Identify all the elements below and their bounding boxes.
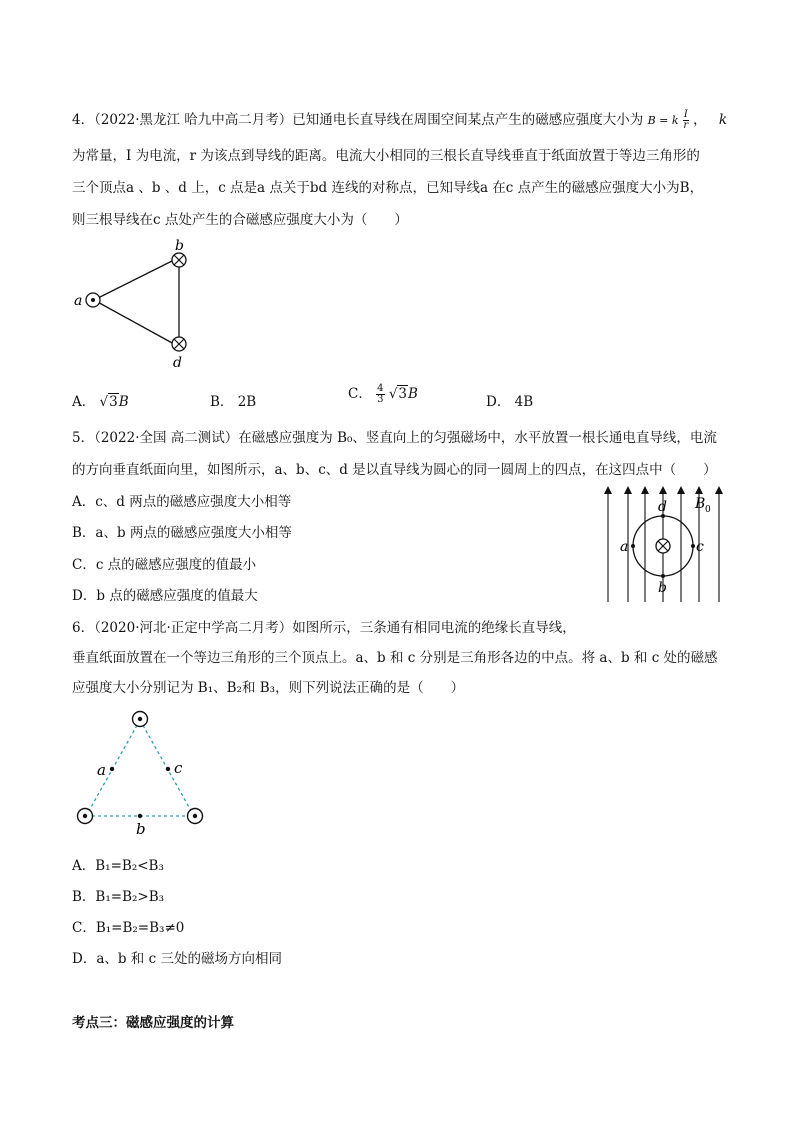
q4-label-d: d: [173, 355, 182, 371]
q4-option-c-letter: C．: [348, 386, 372, 402]
q4-wire-d-in-icon: [172, 337, 186, 351]
q6-wire-right-out-icon: [188, 809, 203, 824]
q4-k: k: [718, 112, 728, 128]
q5-option-a[interactable]: A．c、d 两点的磁感应强度大小相等: [72, 494, 292, 510]
q4-option-b[interactable]: [210, 390, 256, 410]
q5-line2: 的方向垂直纸面向里，如图所示，a、b、c、d 是以直导线为圆心的同一圆周上的四点，在这四点中（ ）: [72, 462, 717, 478]
q4-option-c-sqrt: √3: [388, 386, 408, 402]
section-title: 考点三：磁感应强度的计算: [72, 1015, 234, 1031]
q4-option-c-frac: [376, 384, 384, 405]
q4-option-b-letter: B．: [210, 394, 234, 410]
q4-edge-ad: [94, 300, 174, 344]
q4-option-a-letter: A．: [72, 394, 96, 410]
q5-option-d[interactable]: D．b 点的磁感应强度的值最大: [72, 588, 258, 604]
q4-wire-a-out-icon: [86, 293, 100, 307]
q4-option-c-frac-num: 4: [377, 383, 384, 394]
q5-line1: 5．（2022·全国 高二测试）在磁感应强度为 B₀、竖直向上的匀强磁场中，水平放置一根长通电直导线，电流: [72, 430, 717, 446]
q6-label-a: a: [97, 761, 106, 779]
q5-wire-in-icon: [656, 539, 670, 553]
q6-line3: 应强度大小分别记为 B₁、B₂和 B₃，则下列说法正确的是（ ）: [72, 680, 465, 696]
q6-figure: [70, 705, 210, 840]
q6-wire-left-out-icon: [78, 809, 93, 824]
q5-label-d: d: [658, 499, 667, 515]
q5-point-b: [661, 574, 665, 578]
q4-option-d-letter: D．: [486, 394, 511, 410]
q6-point-b: [138, 814, 142, 818]
q6-point-a: [110, 767, 114, 771]
q4-formula-lhs: B = k: [647, 114, 679, 127]
q6-option-c[interactable]: C．B₁=B₂=B₃≠0: [72, 920, 185, 936]
q6-point-c: [166, 767, 170, 771]
q5-arrowheads: [604, 486, 723, 494]
q4-formula-fraction: [683, 110, 689, 131]
q6-wire-top-out-icon: [133, 712, 148, 727]
q4-option-b-text: 2B: [237, 394, 257, 410]
q5-figure: [598, 484, 728, 606]
q5-option-b[interactable]: B．a、b 两点的磁感应强度大小相等: [72, 525, 292, 541]
q4-wire-b-in-icon: [172, 253, 186, 267]
q6-option-a[interactable]: A．B₁=B₂<B₃: [72, 858, 164, 874]
q5-label-B: B: [695, 496, 706, 512]
q4-option-c[interactable]: [348, 382, 418, 405]
q4-formula-den: r: [683, 120, 689, 131]
q4-line1: [72, 108, 727, 131]
q5-label-B-sub: 0: [705, 505, 711, 515]
q4-option-c-frac-den: 3: [377, 394, 384, 405]
q4-option-a-post: B: [118, 394, 129, 410]
q4-edge-ab: [94, 260, 174, 300]
q4-option-d[interactable]: [486, 390, 533, 410]
q5-point-c: [691, 544, 695, 548]
q5-point-a: [631, 544, 635, 548]
q4-option-d-text: 4B: [514, 394, 534, 410]
q6-option-b[interactable]: B．B₁=B₂>B₃: [72, 889, 165, 905]
q4-line3: 三个顶点a 、b 、d 上，c 点是a 点关于bd 连线的对称点，已知导线a 在c 点产生的磁感应强度大小为B，: [72, 180, 704, 196]
q6-label-b: b: [136, 820, 146, 838]
q5-label-c: c: [696, 539, 704, 555]
q4-formula-num: I: [683, 109, 688, 120]
q4-label-a: a: [74, 293, 83, 309]
q4-line1-text: 4．（2022·黑龙江 哈九中高二月考）已知通电长直导线在周围空间某点产生的磁感应强度大小为: [72, 112, 644, 128]
q4-figure: [70, 238, 200, 373]
q4-line2: 为常量，I 为电流，r 为该点到导线的距离。电流大小相同的三根长直导线垂直于纸面放置于等边三角形的: [72, 148, 700, 164]
q4-line4: 则三根导线在c 点处产生的合磁感应强度大小为（ ）: [72, 212, 408, 228]
q6-option-d[interactable]: D．a、b 和 c 三处的磁场方向相同: [72, 951, 282, 967]
q4-option-c-root: 3: [398, 386, 408, 402]
q6-line2: 垂直纸面放置在一个等边三角形的三个顶点上。a、b 和 c 分别是三角形各边的中点。将 a、b 和 c 处的磁感: [72, 650, 718, 666]
q5-label-a: a: [620, 539, 629, 555]
q4-option-a-sqrt: √3: [99, 394, 118, 410]
q6-line1: 6．（2020·河北·正定中学高二月考）如图所示，三条通有相同电流的绝缘长直导线，: [72, 620, 576, 636]
q5-option-c[interactable]: C．c 点的磁感应强度的值最小: [72, 557, 257, 573]
q4-label-b: b: [175, 238, 184, 254]
q6-label-c: c: [174, 759, 183, 777]
q4-option-a[interactable]: [72, 390, 129, 410]
q4-option-c-post: B: [408, 386, 418, 402]
q4-line1-tail: ，: [693, 112, 707, 128]
q5-label-b: b: [658, 580, 667, 596]
q4-option-a-root: 3: [109, 394, 118, 410]
